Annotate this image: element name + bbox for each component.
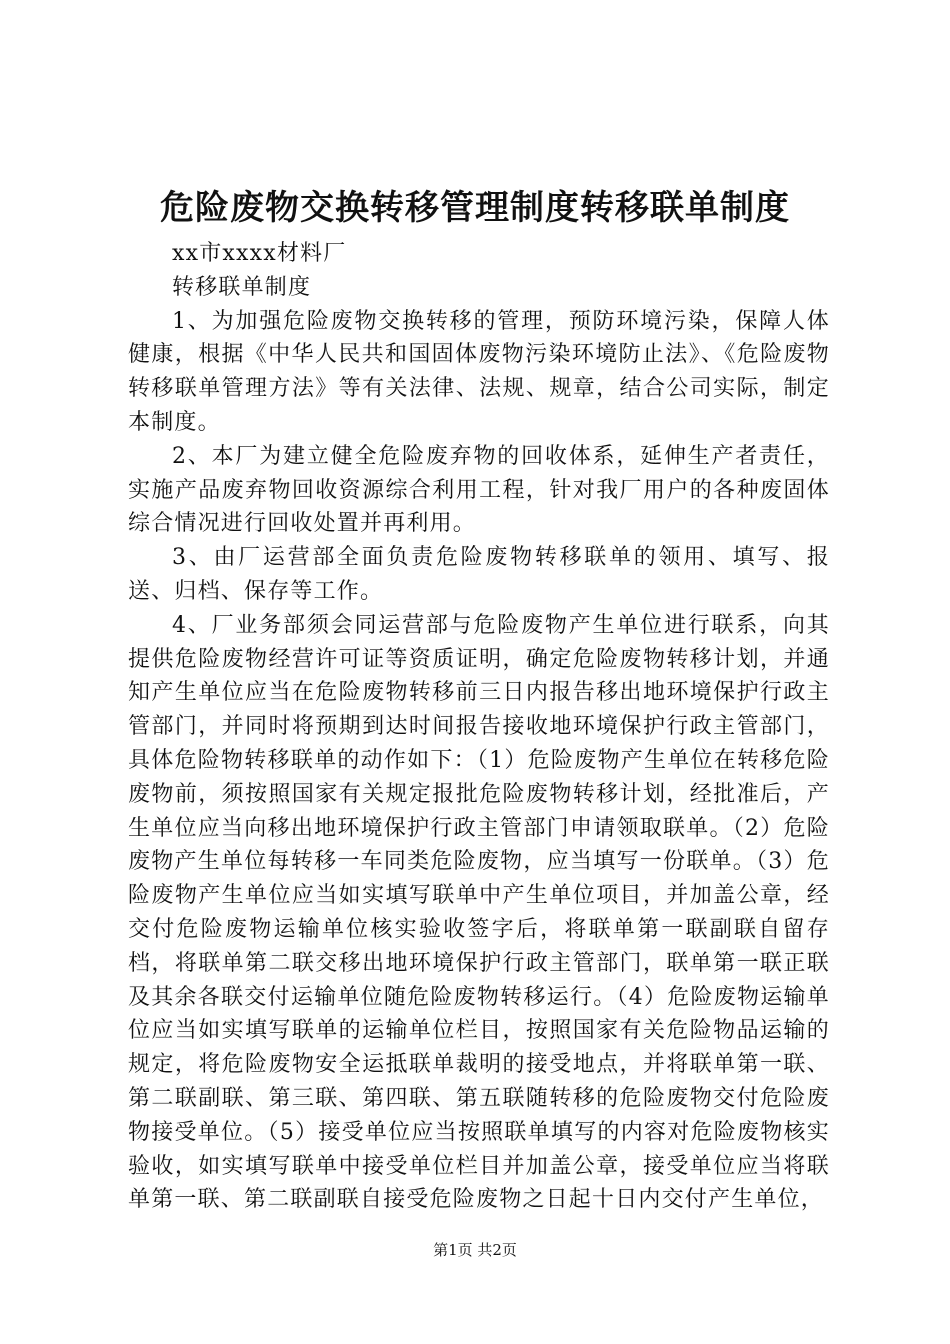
paragraph-subtitle: 转移联单制度 xyxy=(172,274,312,300)
paragraph-company: xx市xxxx材料厂 xyxy=(172,241,347,266)
paragraph-item-3: 3、由厂运营部全面负责危险废物转移联单的领用、填写、报送、归档、保存等工作。 xyxy=(128,545,830,604)
paragraph-item-4: 4、厂业务部须会同运营部与危险废物产生单位进行联系，向其提供危险废物经营许可证等资质证明，确定危险废物转移计划，并通知产生单位应当在危险废物转移前三日内报告移出地环境保护行政主管部门，并同时将预期到达时间报告接收地环境保护行政主管部门，具体危险物转移联单的动作如下：（1）危险废物产生单位在转移危险废物前，须按照国家有关规定报批危险废物转移计划，经批准后，产生单位应当向移出地环境保护行政主管部门申请领取联单。（2）危险废物产生单位每转移一车同类危险废物，应当填写一份联单。（3）危险废物产生单位应当如实填写联单中产生单位项目，并加盖公章，经交付危险废物运输单位核实验收签字后，将联单第一联副联自留存档，将联单第二联交移出地环境保护行政主管部门，联单第一联正联及其余各联交付运输单位随危险废物转移运行。（4）危险废物运输单位应当如实填写联单的运输单位栏目，按照国家有关危险物品运输的规定，将危险废物安全运抵联单裁明的接受地点，并将联单第一联、第二联副联、第三联、第四联、第五联随转移的危险废物交付危险废物接受单位。（5）接受单位应当按照联单填写的内容对危险废物核实验收，如实填写联单中接受单位栏目并加盖公章，接受单位应当将联单第一联、第二联副联自接受危险废物之日起十日内交付产生单位， xyxy=(128,612,830,1213)
document-title: 危险废物交换转移管理制度转移联单制度 xyxy=(160,188,790,228)
paragraph-item-1: 1、为加强危险废物交换转移的管理，预防环境污染，保障人体健康，根据《中华人民共和国固体废物污染环境防止法》、《危险废物转移联单管理方法》等有关法律、法规、规章，结合公司实际，制定本制度。 xyxy=(128,308,830,435)
page-footer: 第1页 共2页 xyxy=(433,1241,517,1259)
paragraph-item-2: 2、本厂为建立健全危险废弃物的回收体系，延伸生产者责任，实施产品废弃物回收资源综合利用工程，针对我厂用户的各种废固体综合情况进行回收处置并再利用。 xyxy=(128,443,830,537)
document-body xyxy=(128,237,830,1217)
